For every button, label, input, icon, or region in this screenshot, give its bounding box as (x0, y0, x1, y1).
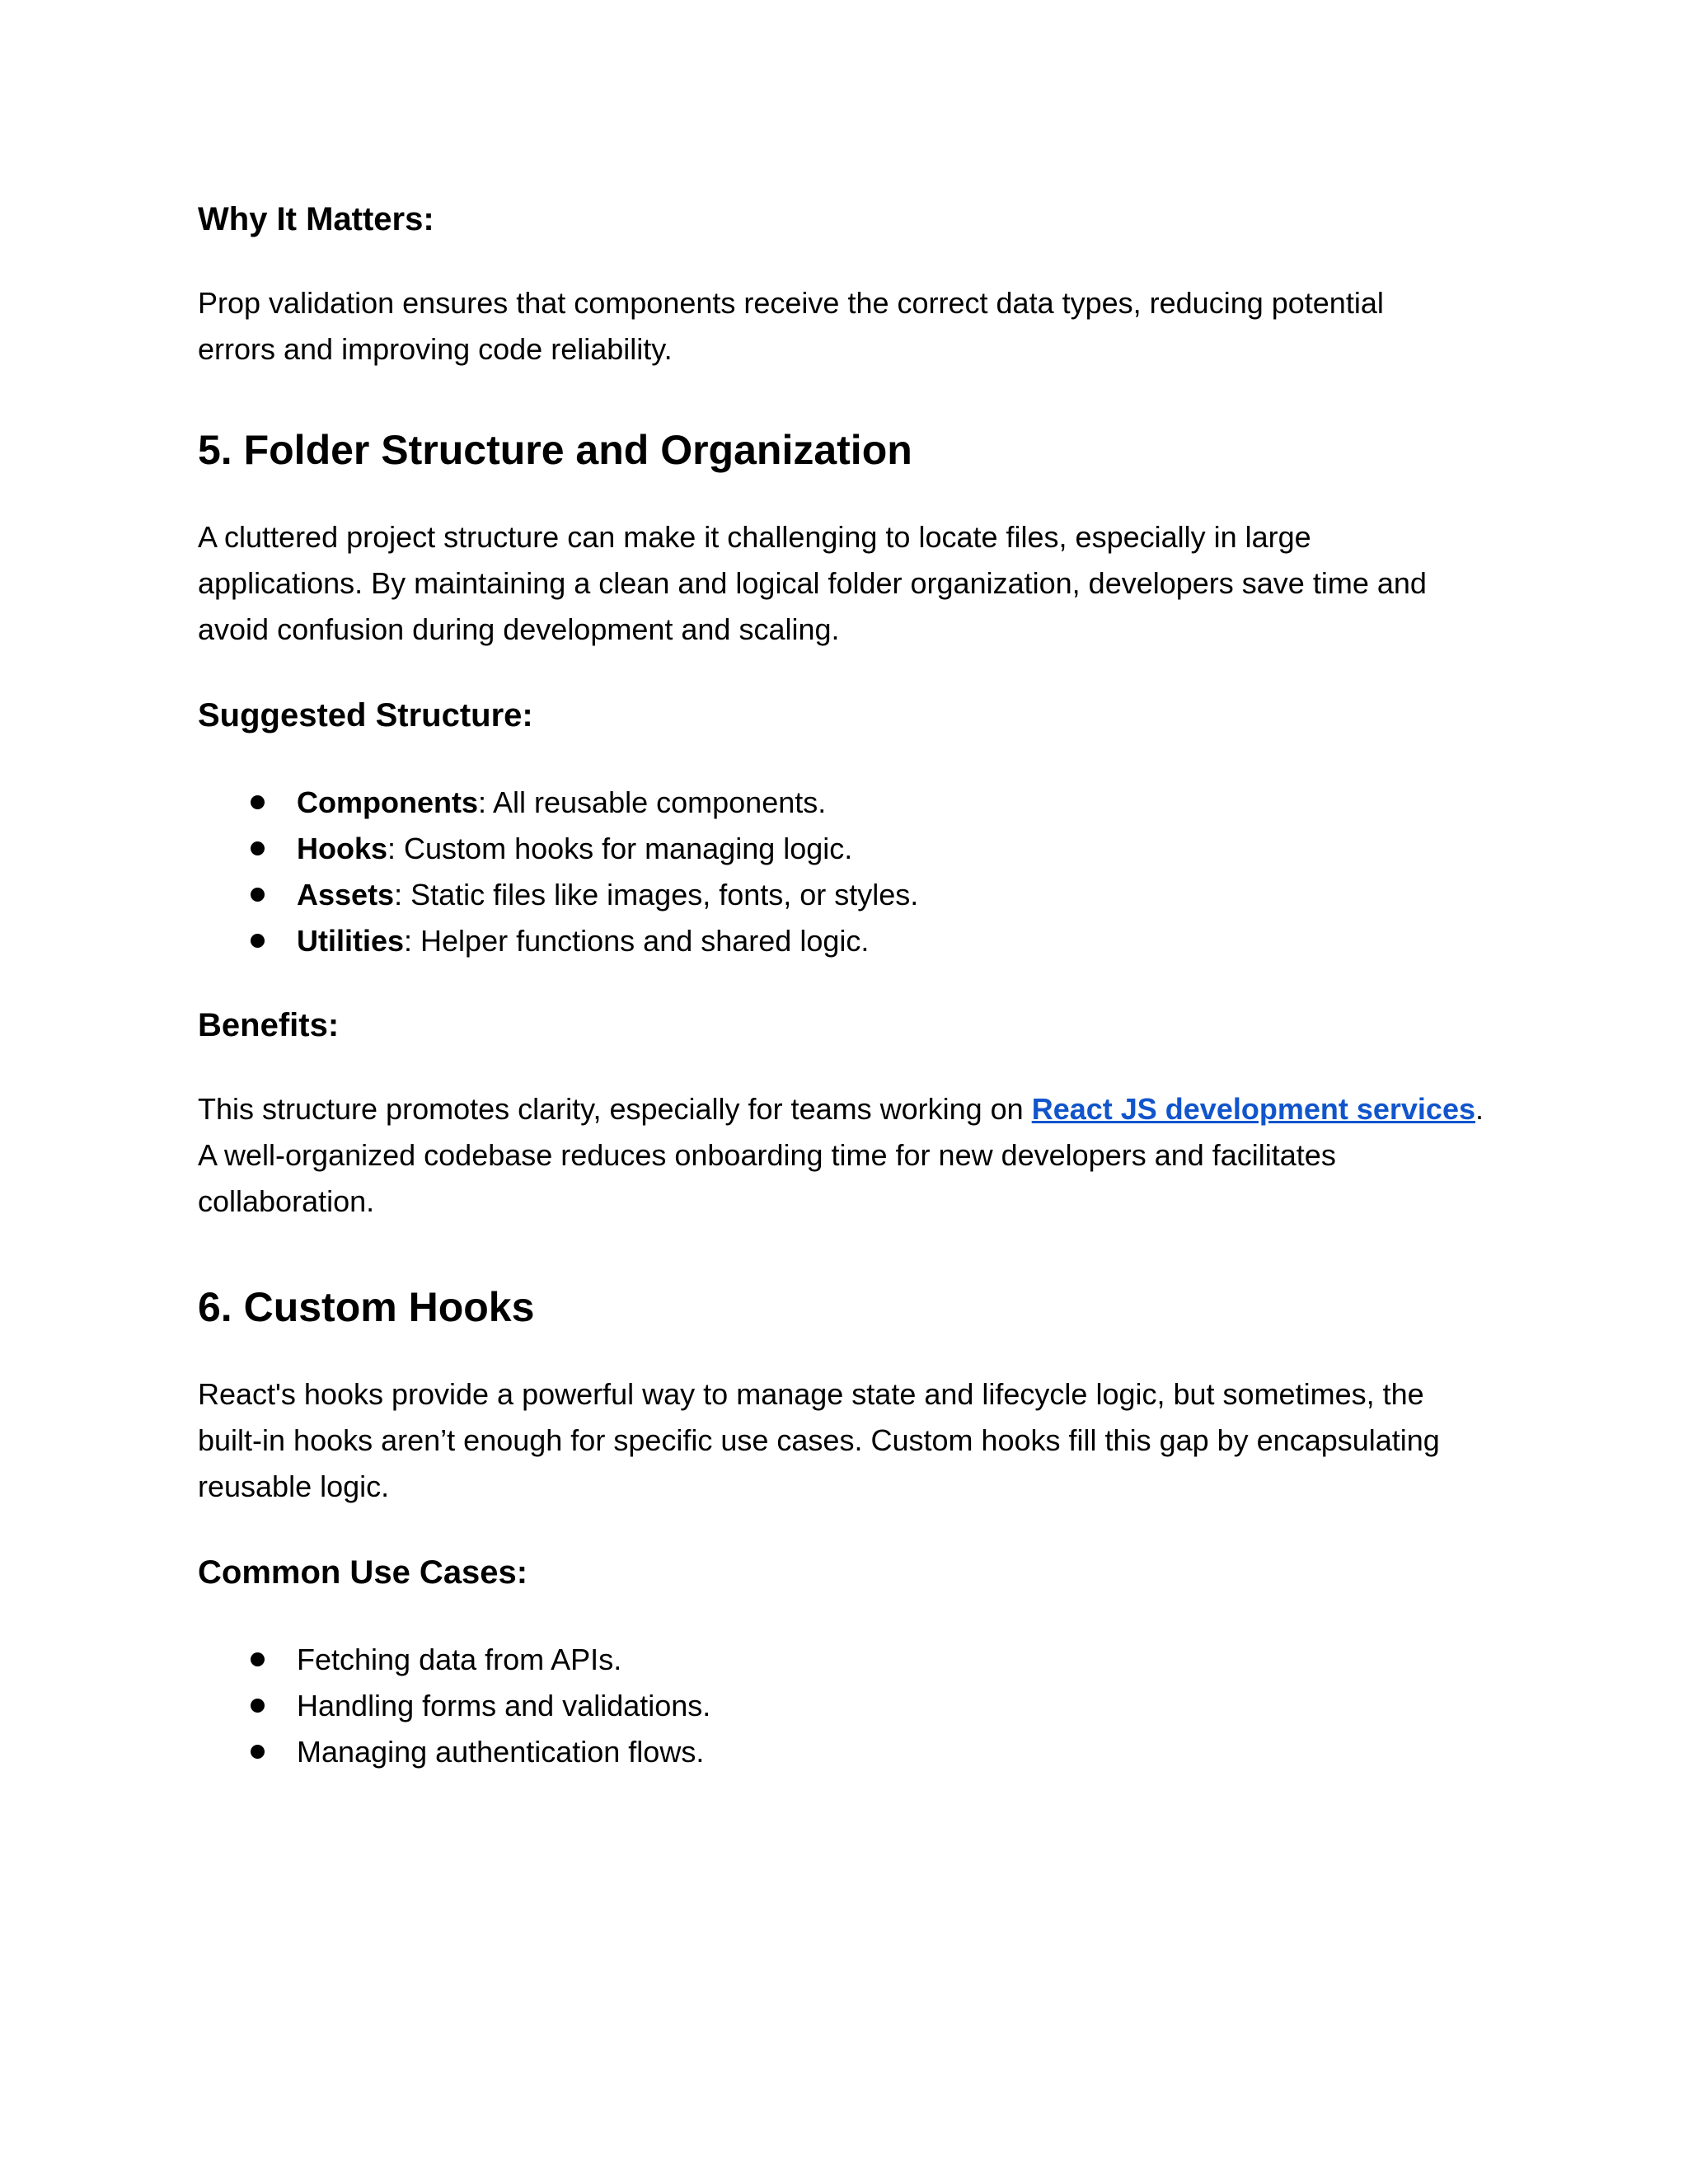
list-item (198, 1729, 710, 1775)
section-5-heading: 5. Folder Structure and Organization (198, 427, 912, 473)
why-it-matters-paragraph (198, 280, 1517, 373)
react-js-services-link[interactable]: React JS development services (1031, 1092, 1475, 1126)
list-item (198, 826, 918, 872)
benefits-text-after-link: . (1475, 1092, 1484, 1126)
common-use-cases-list (198, 1637, 710, 1775)
list-item-desc: : Custom hooks for managing logic. (387, 832, 853, 865)
bullet-icon (251, 888, 265, 902)
list-item-text: Managing authentication flows. (297, 1735, 705, 1769)
list-item (198, 918, 918, 964)
bullet-icon (251, 1699, 265, 1713)
list-item-text: Fetching data from APIs. (297, 1643, 622, 1676)
list-item-text: Handling forms and validations. (297, 1689, 711, 1722)
list-item-term: Utilities (297, 924, 405, 958)
paragraph-line: A well-organized codebase reduces onboarding time for new developers and facilitates (198, 1138, 1336, 1172)
paragraph-line: avoid confusion during development and scaling. (198, 612, 840, 646)
paragraph-line: React's hooks provide a powerful way to manage state and lifecycle logic, but sometimes, the (198, 1377, 1424, 1411)
section-6-paragraph (198, 1371, 1517, 1510)
suggested-structure-heading: Suggested Structure: (198, 697, 533, 733)
paragraph-line: Prop validation ensures that components receive the correct data types, reducing potential (198, 286, 1384, 320)
list-item (198, 1683, 710, 1729)
paragraph-line (198, 1086, 1517, 1132)
common-use-cases-heading: Common Use Cases: (198, 1554, 528, 1591)
section-6-heading: 6. Custom Hooks (198, 1284, 535, 1330)
why-it-matters-heading: Why It Matters: (198, 201, 434, 237)
bullet-icon (251, 1745, 265, 1759)
bullet-icon (251, 841, 265, 855)
paragraph-line: errors and improving code reliability. (198, 332, 673, 366)
paragraph-line: reusable logic. (198, 1469, 390, 1503)
list-item-term: Assets (297, 878, 395, 912)
list-item-desc: : Static files like images, fonts, or styles. (394, 878, 919, 912)
benefits-paragraph (198, 1086, 1517, 1225)
section-5-paragraph (198, 514, 1517, 653)
list-item (198, 1637, 710, 1683)
list-item-term: Components (297, 785, 478, 819)
paragraph-line: built-in hooks aren’t enough for specific use cases. Custom hooks fill this gap by encapsulating (198, 1423, 1440, 1457)
bullet-icon (251, 934, 265, 948)
list-item-term: Hooks (297, 832, 388, 865)
paragraph-line: A cluttered project structure can make it challenging to locate files, especially in large (198, 520, 1311, 554)
paragraph-line: collaboration. (198, 1184, 375, 1218)
suggested-structure-list (198, 780, 918, 964)
list-item-desc: : Helper functions and shared logic. (404, 924, 870, 958)
benefits-heading: Benefits: (198, 1007, 340, 1043)
list-item-desc: : All reusable components. (478, 785, 827, 819)
paragraph-line: applications. By maintaining a clean and logical folder organization, developers save time and (198, 566, 1427, 600)
bullet-icon (251, 795, 265, 809)
list-item (198, 780, 918, 826)
bullet-icon (251, 1652, 265, 1666)
benefits-text-before-link: This structure promotes clarity, especially for teams working on (198, 1092, 1032, 1126)
list-item (198, 872, 918, 918)
